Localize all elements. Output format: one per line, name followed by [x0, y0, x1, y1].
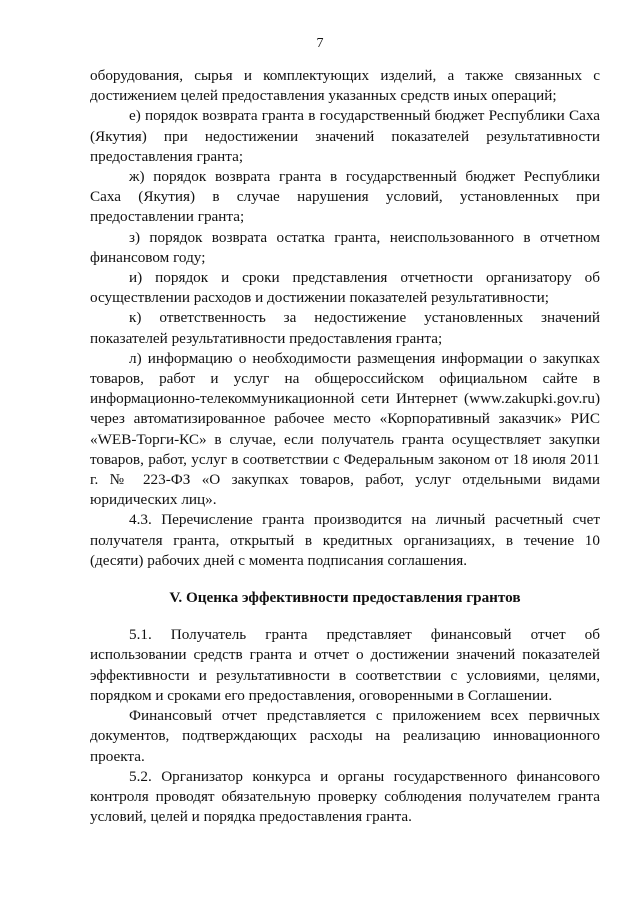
paragraph-continuation: оборудования, сырья и комплектующих изделий, а также связанных с достижением целей предоставления указанных средств иных операций; — [90, 67, 600, 105]
paragraph-item-l: л) информацию о необходимости размещения информации о закупках товаров, работ и услуг на общероссийском официальном сайте в информационно-телекоммуникационной сети Интернет (www.zakupki.gov.ru) через автоматизированное рабочее место «Корпоративный заказчик» РИС «WEB-Торги-КС» в случае, если получатель гранта осуществляет закупки товаров, работ, услуг в соответствии с Федеральным законом от 18 июля 2011 г. № 223-ФЗ «О закупках товаров, работ, услуг отдельными видами юридических лиц». — [90, 349, 600, 509]
paragraph-financial-report: Финансовый отчет представляется с приложением всех первичных документов, подтверждающих расходы на реализацию инновационного проекта. — [90, 707, 600, 765]
paragraph-item-i: и) порядок и сроки представления отчетности организатору об осуществлении расходов и достижении показателей результативности; — [90, 269, 600, 307]
paragraph-item-k: к) ответственность за недостижение установленных значений показателей результативности предоставления гранта; — [90, 309, 600, 347]
paragraph-5-1: 5.1. Получатель гранта представляет финансовый отчет об использовании средств гранта и отчет о достижении значений показателей эффективности и результативности в соответствии с условиями, целями, порядком и сроками его предоставления, оговоренными в Соглашении. — [90, 626, 600, 704]
section-heading: V. Оценка эффективности предоставления грантов — [169, 589, 521, 607]
paragraph-5-2: 5.2. Организатор конкурса и органы государственного финансового контроля проводят обязательную проверку соблюдения получателем гранта условий, целей и порядка предоставления гранта. — [90, 767, 600, 826]
paragraph-4-3: 4.3. Перечисление гранта производится на личный расчетный счет получателя гранта, открытый в кредитных организациях, в течение 10 (десяти) рабочих дней с момента подписания соглашения. — [90, 511, 600, 569]
paragraph-item-zh: ж) порядок возврата гранта в государственный бюджет Республики Саха (Якутия) в случае нарушения условий, установленных при предоставлении гранта; — [90, 168, 600, 226]
paragraph-item-z: з) порядок возврата остатка гранта, неиспользованного в отчетном финансовом году; — [90, 228, 600, 266]
page-number: 7 — [316, 36, 324, 51]
paragraph-item-e: е) порядок возврата гранта в государственный бюджет Республики Саха (Якутия) при недостижении значений показателей результативности предоставления гранта; — [90, 107, 600, 165]
document-body — [90, 66, 600, 827]
